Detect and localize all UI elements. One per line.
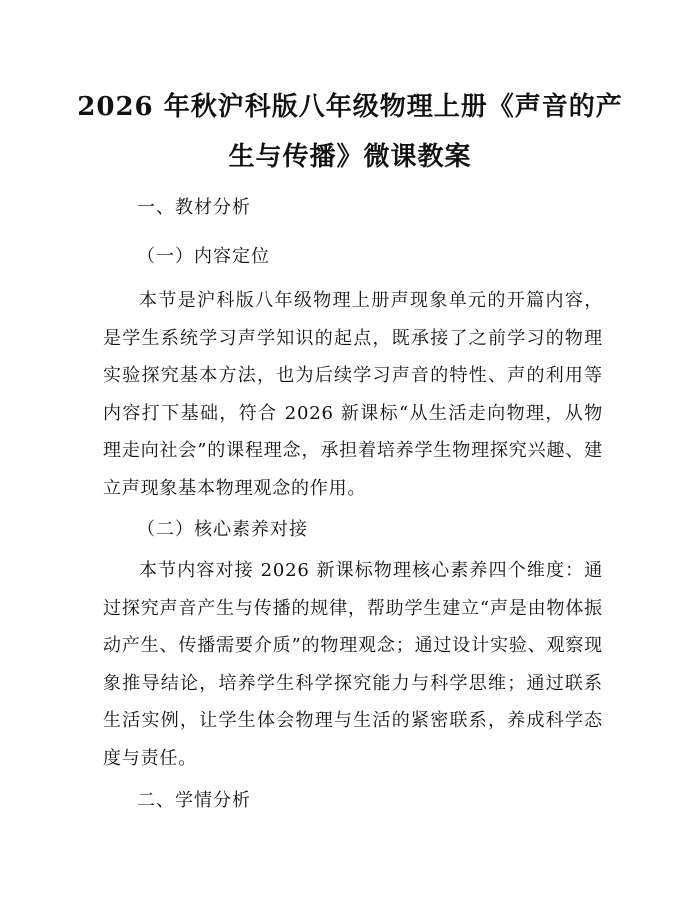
subsection-heading-core-competencies: （二）核心素养对接 — [137, 519, 308, 540]
document-title-line-1: 2026 年秋沪科版八年级物理上册《声音的产 — [77, 92, 623, 122]
document-title-line-2: 生与传播》微课教案 — [228, 142, 472, 172]
paragraph-content-positioning: 本节是沪科版八年级物理上册声现象单元的开篇内容，是学生系统学习声学知识的起点，既承接了之前学习的物理实验探究基本方法，也为后续学习声音的特性、声的利用等内容打下基础，符合 2026 新课标“从生活走向物理，从物理走向社会”的课程理念，承担着培养学生物理探究兴趣、建立声现象基本物理观念的作用。 — [103, 290, 603, 499]
subsection-heading-content-positioning: （一）内容定位 — [137, 246, 270, 267]
section-heading-textbook-analysis: 一、教材分析 — [137, 197, 251, 218]
paragraph-core-competencies: 本节内容对接 2026 新课标物理核心素养四个维度：通过探究声音产生与传播的规律，帮助学生建立“声是由物体振动产生、传播需要介质”的物理观念；通过设计实验、观察现象推导结论，培养学生科学探究能力与科学思维；通过联系生活实例，让学生体会物理与生活的紧密联系，养成科学态度与责任。 — [103, 560, 603, 769]
section-heading-student-analysis: 二、学情分析 — [137, 790, 251, 811]
